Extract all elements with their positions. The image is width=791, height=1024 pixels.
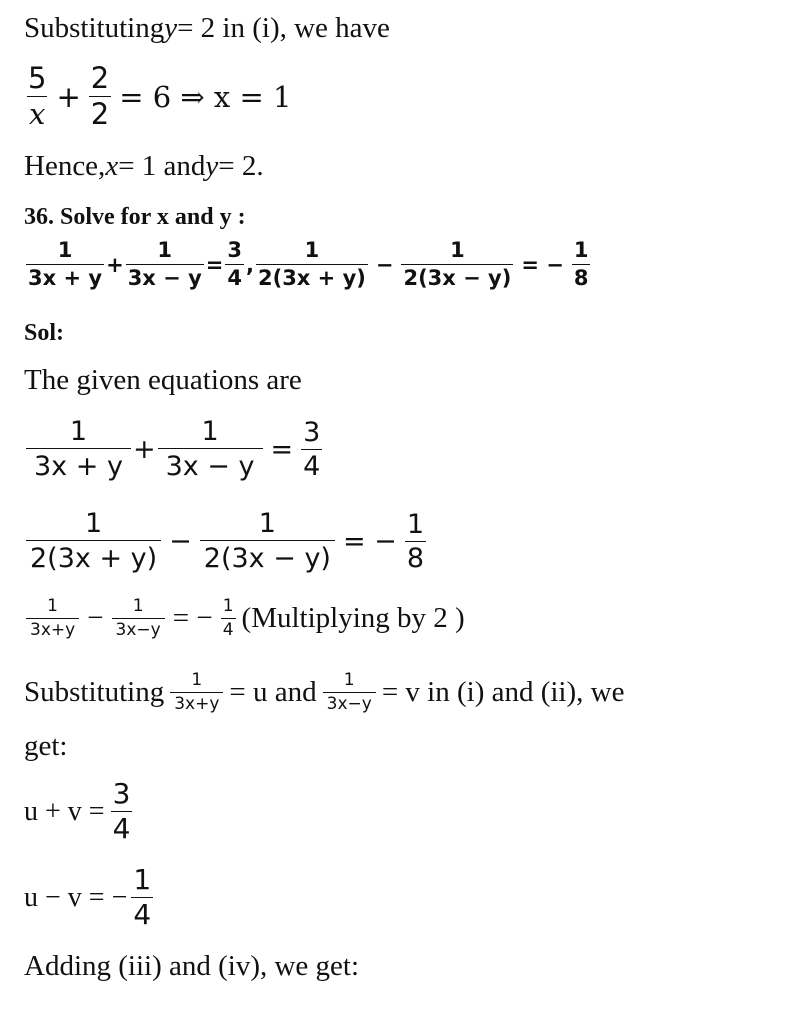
- text: = 1 and: [118, 150, 206, 182]
- operator: = −: [521, 252, 564, 277]
- fraction: [126, 240, 204, 289]
- question-equation: [24, 240, 592, 289]
- denominator: 3x−y: [112, 618, 165, 639]
- denominator: 4: [222, 620, 234, 640]
- text: Hence,: [24, 150, 106, 182]
- fraction: [405, 508, 426, 574]
- text: = 2.: [218, 150, 264, 182]
- numerator: 1: [157, 238, 173, 262]
- denominator: 3x+y: [26, 618, 79, 639]
- text: Adding (iii) and (iv), we get:: [24, 950, 360, 982]
- text: The given equations are: [24, 364, 302, 396]
- fraction: [572, 240, 591, 289]
- numerator: 1: [69, 416, 88, 447]
- fraction: [221, 598, 236, 639]
- denominator: 3x+y: [170, 692, 223, 713]
- denominator: 4: [133, 898, 152, 931]
- operator: −: [87, 602, 104, 634]
- question-title: 36. Solve for x and y :: [24, 204, 246, 230]
- fraction: [158, 418, 263, 480]
- separator: ,: [246, 252, 254, 277]
- operator: =: [205, 252, 224, 277]
- var-x: x: [105, 150, 119, 182]
- equation-result: = 6 ⇒ x = 1: [119, 79, 292, 114]
- numerator: 1: [57, 238, 73, 262]
- denominator: 8: [573, 266, 589, 290]
- numerator: 1: [343, 670, 355, 690]
- numerator: 1: [47, 596, 58, 616]
- equation-3: [24, 598, 465, 639]
- operator: = −: [342, 525, 397, 557]
- denominator: 2(3x − y): [200, 540, 335, 572]
- fraction: [26, 418, 131, 480]
- text: get:: [24, 730, 68, 762]
- equation-line-x: [24, 61, 297, 131]
- fraction: [200, 510, 335, 572]
- denominator: 2: [90, 97, 110, 131]
- fraction: [170, 672, 223, 713]
- denominator: 2(3x + y): [257, 266, 366, 290]
- equation-u-plus-v: [24, 777, 134, 845]
- operator: =: [270, 433, 294, 465]
- fraction: [26, 510, 161, 572]
- fraction: [301, 416, 322, 482]
- equation-1: [24, 418, 324, 480]
- denominator: 3x + y: [26, 448, 131, 480]
- denominator: x: [29, 97, 46, 131]
- operator: +: [132, 433, 156, 465]
- numerator: 1: [133, 863, 152, 896]
- fraction: [111, 777, 133, 845]
- equation-2: [24, 510, 428, 572]
- var-y: y: [205, 150, 219, 182]
- fraction: [401, 240, 513, 289]
- text: Substituting: [24, 676, 165, 708]
- numerator: 1: [573, 238, 589, 262]
- text-line-given: [24, 364, 302, 397]
- numerator: 1: [84, 508, 103, 539]
- numerator: 3: [112, 777, 131, 810]
- fraction: [26, 61, 48, 131]
- text-line-get: [24, 730, 68, 763]
- denominator: 4: [112, 812, 131, 845]
- text: Substituting: [24, 12, 165, 44]
- fraction: [89, 61, 111, 131]
- equation-lhs: u + v =: [24, 795, 105, 827]
- denominator: 2(3x + y): [26, 540, 161, 572]
- fraction: [26, 598, 79, 639]
- numerator: 1: [191, 670, 203, 690]
- numerator: 5: [28, 61, 47, 95]
- annotation: (Multiplying by 2 ): [241, 602, 465, 634]
- numerator: 1: [406, 508, 424, 540]
- text-line-substitution: [24, 672, 624, 713]
- text-line-adding: [24, 950, 359, 983]
- denominator: 4: [303, 450, 321, 482]
- operator: +: [56, 79, 81, 114]
- operator: −: [169, 525, 192, 557]
- text: = v in (i) and (ii), we: [381, 676, 625, 708]
- numerator: 1: [304, 238, 320, 262]
- operator: −: [375, 252, 394, 277]
- text: = 2 in (i), we have: [177, 12, 390, 44]
- fraction: [256, 240, 368, 289]
- numerator: 2: [90, 61, 110, 95]
- denominator: 4: [227, 266, 242, 290]
- denominator: 3x−y: [323, 692, 376, 713]
- equation-lhs: u − v = −: [24, 881, 128, 913]
- numerator: 3: [227, 238, 242, 262]
- text: = u and: [229, 676, 317, 708]
- numerator: 1: [222, 596, 234, 616]
- numerator: 1: [201, 416, 219, 447]
- solution-label-line: [24, 320, 64, 347]
- numerator: 1: [132, 596, 144, 616]
- denominator: 3x − y: [158, 448, 263, 480]
- fraction: [26, 240, 104, 289]
- question-heading: [24, 204, 246, 231]
- numerator: 1: [258, 508, 276, 539]
- denominator: 3x − y: [127, 266, 202, 290]
- denominator: 8: [406, 542, 424, 574]
- denominator: 2(3x − y): [403, 266, 512, 290]
- var-y: y: [164, 12, 178, 44]
- fraction: [112, 598, 165, 639]
- numerator: 1: [450, 238, 465, 262]
- fraction: [131, 863, 153, 931]
- equation-u-minus-v: [24, 863, 155, 931]
- fraction: [323, 672, 376, 713]
- operator: +: [106, 252, 124, 277]
- text-line-substituting-y: [24, 12, 390, 45]
- solution-label: Sol:: [24, 320, 65, 346]
- text-line-hence: [24, 150, 264, 183]
- operator: = −: [172, 602, 213, 634]
- numerator: 3: [303, 416, 321, 448]
- denominator: 3x + y: [28, 266, 103, 290]
- fraction: [225, 240, 244, 289]
